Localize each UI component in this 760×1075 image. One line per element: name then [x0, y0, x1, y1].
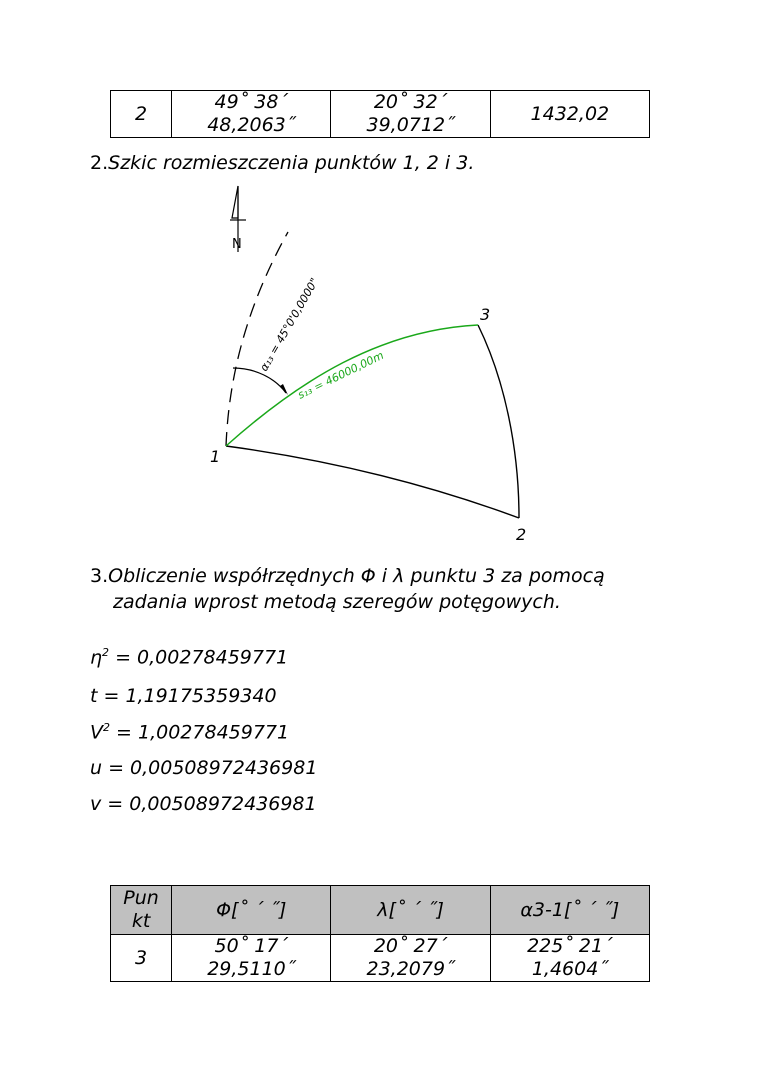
- cell-phi: [172, 935, 331, 982]
- section-2-title: Szkic rozmieszczenia punktów 1, 2 i 3.: [108, 152, 475, 174]
- eta-value: = 0,00278459771: [109, 646, 289, 669]
- header-alpha: α3-1[˚ ´ ˝]: [490, 886, 649, 935]
- eta-exponent: 2: [102, 646, 110, 659]
- header-lambda: λ[˚ ´ ˝]: [331, 886, 490, 935]
- azimuth-arrowhead-icon: [280, 384, 288, 395]
- cell-distance: 1432,02: [490, 91, 649, 138]
- lambda-line1: 20˚ 32´: [373, 91, 448, 113]
- header-point-line1: Pun: [123, 887, 159, 909]
- phi-line1: 50˚ 17´: [214, 935, 288, 957]
- v-symbol: V: [90, 721, 103, 744]
- section-3-line1: Obliczenie współrzędnych Φ i λ punktu 3 za pomocą: [108, 565, 605, 587]
- point-1-label: 1: [210, 447, 221, 466]
- point-2-label: 2: [516, 525, 527, 544]
- alpha-line2: 1,4604˝: [531, 958, 608, 980]
- header-point: [111, 886, 172, 935]
- point-3-label: 3: [480, 305, 491, 324]
- formula-v2: [90, 721, 289, 743]
- header-phi: Φ[˚ ´ ˝]: [172, 886, 331, 935]
- cell-point: 2: [111, 91, 172, 138]
- section-3-heading: [90, 563, 670, 615]
- section-2-number: 2.: [90, 152, 109, 174]
- formula-v: v = 0,00508972436981: [90, 793, 317, 815]
- azimuth-label: α₁₃ = 45°0'0,0000": [257, 275, 322, 374]
- alpha-line1: 225˚ 21´: [527, 935, 613, 957]
- formula-t: t = 1,19175359340: [90, 685, 277, 707]
- north-label: N: [232, 237, 242, 252]
- result-coordinates-table: [110, 885, 650, 982]
- edge-1-2: [226, 446, 519, 518]
- table-header-row: [111, 886, 650, 935]
- lambda-line2: 23,2079˝: [366, 958, 455, 980]
- cell-point: 3: [111, 935, 172, 982]
- eta-symbol: η: [90, 646, 103, 669]
- table-row: [111, 935, 650, 982]
- phi-line2: 48,2063˝: [207, 114, 296, 136]
- distance-label: s₁₃ = 46000,00m: [295, 348, 386, 402]
- phi-line1: 49˚ 38´: [214, 91, 288, 113]
- v-exponent: 2: [103, 721, 110, 734]
- formula-eta: [90, 646, 288, 668]
- geodesic-1-3: [226, 325, 478, 446]
- section-3-number: 3.: [90, 565, 109, 587]
- edge-3-2: [478, 325, 519, 518]
- cell-alpha: [490, 935, 649, 982]
- v-value: = 1,00278459771: [110, 721, 290, 744]
- azimuth-arc: [233, 368, 286, 393]
- formula-u: u = 0,00508972436981: [90, 757, 318, 779]
- header-point-line2: kt: [131, 910, 151, 932]
- lambda-line1: 20˚ 27´: [373, 935, 448, 957]
- cell-lambda: [331, 935, 490, 982]
- section-3-line2: zadania wprost metodą szeregów potęgowych.: [113, 591, 561, 613]
- phi-line2: 29,5110˝: [207, 958, 296, 980]
- lambda-line2: 39,0712˝: [366, 114, 455, 136]
